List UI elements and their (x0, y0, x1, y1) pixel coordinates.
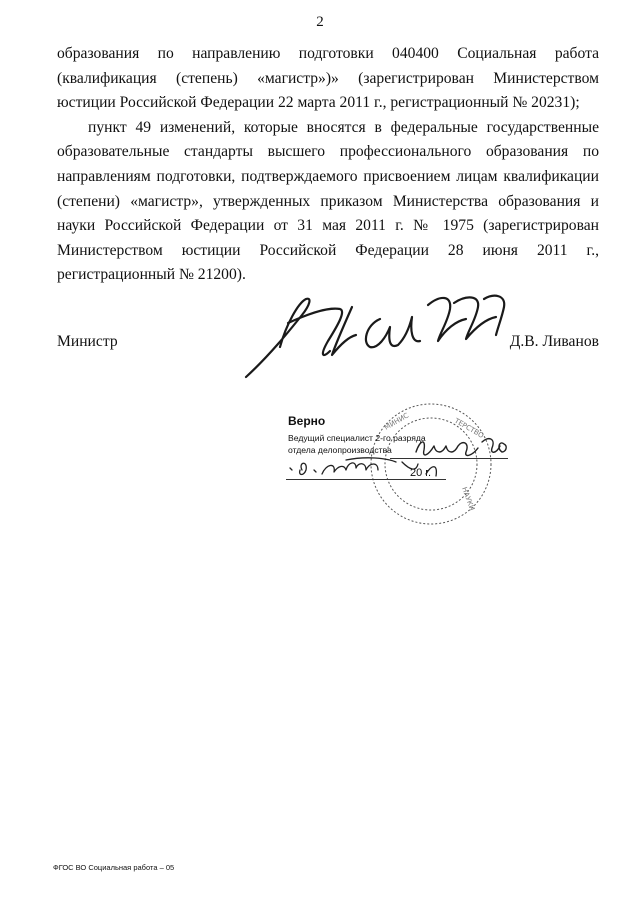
minister-signature-icon (240, 285, 510, 385)
svg-text:ТЕРСТВО: ТЕРСТВО (453, 416, 486, 440)
certify-word: Верно (288, 414, 326, 428)
paragraph-1: образования по направлению подготовки 040400 Социальная работа (квалификация (степень) «магистр»)» (зарегистрирован Министерством юстиции Российской Федерации 22 марта 2011 г., регистрационный № 20231); (57, 45, 599, 112)
certification-stamp (286, 400, 526, 530)
handwritten-certifier-signature-icon (286, 400, 526, 530)
svg-text:МИНИС: МИНИС (383, 411, 411, 432)
page-number: 2 (316, 14, 324, 30)
paragraph-2: пункт 49 изменений, которые вносятся в федеральные государственные образовательные стандарты высшего профессионального образования по направлениям подготовки, подтверждаемого присвоением лицам квалификации (степени) «магистр», утвержденных приказом Министерства образования и науки Российской Федерации от 31 мая 2011 г. № 1975 (зарегистрирован Министерством юстиции Российской Федерации 28 июня 2011 г., регистрационный № 21200). (57, 118, 599, 284)
certifier-department: отдела делопроизводства (288, 445, 392, 455)
certifier-position: Ведущий специалист 2-го разряда (288, 433, 426, 443)
signatory-title: Министр (57, 333, 118, 350)
date-year: 20 г. (410, 467, 432, 479)
document-body (57, 42, 599, 288)
signatory-name: Д.В. Ливанов (509, 333, 599, 350)
document-footer: ФГОС ВО Социальная работа – 05 (53, 863, 175, 872)
svg-text:НАУКИ: НАУКИ (460, 485, 477, 512)
